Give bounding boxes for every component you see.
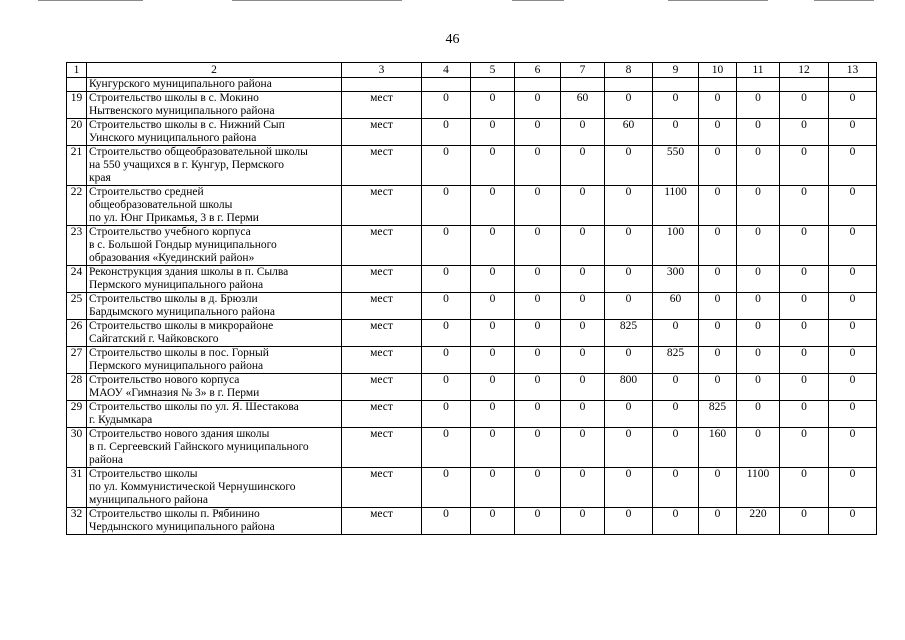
cell-value: 0 [422,186,471,226]
cell-value: 0 [561,374,605,401]
table-header-row [67,63,877,78]
cell-value: 0 [699,146,737,186]
cell-value: 0 [471,401,515,428]
cell-name-line: г. Кудымкара [89,414,153,426]
column-header-7: 7 [561,63,605,78]
cell-name [87,468,342,508]
table-body [67,63,877,535]
column-header-13: 13 [829,63,877,78]
table-row [67,374,877,401]
cell-value: 0 [780,92,829,119]
cell-value: 0 [561,119,605,146]
cell-value [561,78,605,92]
cell-name-line: Реконструкция здания школы в п. Сылва [89,266,289,278]
cell-value: 0 [422,508,471,535]
cell-unit: мест [342,468,422,508]
cell-value: 0 [561,293,605,320]
cell-name-line: по ул. Коммунистической Чернушинского [89,481,296,493]
column-header-1: 1 [67,63,87,78]
table-row [67,92,877,119]
cell-num: 21 [67,146,87,186]
cell-value [737,78,780,92]
column-header-8: 8 [605,63,653,78]
cell-num: 23 [67,226,87,266]
cell-name [87,401,342,428]
cell-value: 0 [471,347,515,374]
cell-value: 0 [605,293,653,320]
cell-name-line: Строительство школы в с. Мокино [89,92,259,104]
column-header-5: 5 [471,63,515,78]
cell-value: 0 [515,401,561,428]
column-header-10: 10 [699,63,737,78]
cell-value: 0 [737,266,780,293]
cell-value: 60 [605,119,653,146]
data-table [66,62,877,535]
cell-value: 0 [829,186,877,226]
cell-value: 1100 [737,468,780,508]
cell-name-line: Строительство учебного корпуса [89,226,251,238]
cell-value: 0 [780,428,829,468]
cell-value: 0 [515,186,561,226]
cell-value: 0 [829,226,877,266]
cell-value: 0 [605,428,653,468]
cell-name-line: МАОУ «Гимназия № 3» в г. Перми [89,387,260,399]
cell-name-line: Строительство школы в микрорайоне [89,320,274,332]
cell-value: 0 [471,508,515,535]
cell-value: 0 [471,293,515,320]
cell-value: 0 [561,468,605,508]
cell-unit [342,78,422,92]
cell-name-line: Строительство школы по ул. Я. Шестакова [89,401,299,413]
cell-value: 0 [471,468,515,508]
cell-value: 0 [780,293,829,320]
cell-value: 0 [471,320,515,347]
cell-value: 0 [422,119,471,146]
cell-value: 0 [829,92,877,119]
cell-value: 0 [561,186,605,226]
cell-value: 0 [605,146,653,186]
cell-value: 0 [471,266,515,293]
cell-name-line: Строительство школы в с. Нижний Сып [89,119,285,131]
cell-name-line: Чердынского муниципального района [89,521,275,533]
cell-value: 0 [515,347,561,374]
cell-name-line: Пермского муниципального района [89,279,264,291]
cell-value: 0 [561,347,605,374]
table-row [67,266,877,293]
cell-value: 0 [699,347,737,374]
cell-name [87,508,342,535]
cell-value [471,78,515,92]
cell-value: 0 [653,468,699,508]
cell-name [87,266,342,293]
cell-name: Кунгурского муниципального района [87,78,342,92]
cell-value: 0 [422,468,471,508]
cell-value: 0 [737,186,780,226]
page-top-edge [0,0,905,2]
cell-num: 32 [67,508,87,535]
cell-value: 0 [471,119,515,146]
cell-value: 0 [829,146,877,186]
cell-value: 0 [829,119,877,146]
cell-name [87,226,342,266]
cell-name-line: общеобразовательной школы [89,199,233,211]
cell-value: 825 [653,347,699,374]
cell-num: 29 [67,401,87,428]
cell-value: 0 [471,146,515,186]
cell-value: 0 [699,92,737,119]
cell-value: 0 [699,226,737,266]
cell-value: 0 [780,374,829,401]
cell-num: 22 [67,186,87,226]
cell-value: 0 [422,374,471,401]
cell-value: 0 [653,508,699,535]
cell-value: 160 [699,428,737,468]
cell-value: 60 [653,293,699,320]
cell-value: 0 [780,347,829,374]
cell-value: 0 [737,92,780,119]
cell-name-line: Строительство средней [89,186,204,198]
cell-value: 0 [471,428,515,468]
cell-name-line: муниципального района [89,494,208,506]
cell-value: 0 [699,186,737,226]
cell-value: 100 [653,226,699,266]
cell-value: 0 [605,266,653,293]
cell-name [87,92,342,119]
cell-name-line: Строительство нового здания школы [89,428,270,440]
cell-value: 0 [561,508,605,535]
cell-value: 0 [653,401,699,428]
cell-num: 30 [67,428,87,468]
cell-name [87,428,342,468]
page-number: 46 [445,32,460,47]
cell-name-line: района [89,454,124,466]
cell-value: 0 [471,374,515,401]
cell-value: 0 [653,92,699,119]
cell-value [605,78,653,92]
cell-value: 0 [515,320,561,347]
cell-name-line: в с. Большой Гондыр муниципального [89,239,277,251]
cell-value: 0 [780,186,829,226]
cell-value: 0 [561,428,605,468]
cell-num [67,78,87,92]
cell-value: 0 [422,266,471,293]
cell-unit: мест [342,92,422,119]
cell-unit: мест [342,226,422,266]
cell-num: 24 [67,266,87,293]
cell-value: 0 [780,468,829,508]
cell-value: 0 [737,119,780,146]
table-row-continued [67,78,877,92]
cell-value: 0 [561,266,605,293]
table-row [67,320,877,347]
cell-value: 0 [422,226,471,266]
cell-value: 0 [699,293,737,320]
table-row [67,347,877,374]
cell-value: 0 [471,226,515,266]
column-header-4: 4 [422,63,471,78]
cell-value: 0 [561,401,605,428]
cell-value: 0 [561,320,605,347]
cell-name [87,374,342,401]
cell-value [653,78,699,92]
table-row [67,293,877,320]
cell-value: 0 [422,320,471,347]
cell-value: 0 [780,266,829,293]
cell-value: 0 [515,266,561,293]
cell-name-line: Сайгатский г. Чайковского [89,333,219,345]
cell-value: 0 [422,293,471,320]
cell-unit: мест [342,266,422,293]
table-row [67,428,877,468]
cell-num: 20 [67,119,87,146]
cell-value: 0 [605,186,653,226]
cell-value: 825 [605,320,653,347]
cell-value: 0 [515,468,561,508]
cell-value: 0 [699,374,737,401]
cell-unit: мест [342,320,422,347]
cell-value: 0 [737,347,780,374]
cell-value: 0 [737,428,780,468]
cell-value: 1100 [653,186,699,226]
cell-value: 0 [653,374,699,401]
cell-name-line: Строительство нового корпуса [89,374,240,386]
cell-value: 0 [422,401,471,428]
cell-value: 0 [653,320,699,347]
cell-value: 0 [829,401,877,428]
column-header-12: 12 [780,63,829,78]
cell-value: 0 [699,320,737,347]
cell-value: 800 [605,374,653,401]
cell-value: 300 [653,266,699,293]
cell-unit: мест [342,428,422,468]
cell-value: 0 [515,119,561,146]
cell-unit: мест [342,508,422,535]
cell-value: 0 [471,186,515,226]
cell-value [422,78,471,92]
cell-value: 0 [780,401,829,428]
cell-value: 0 [780,320,829,347]
cell-value [699,78,737,92]
cell-value: 0 [829,320,877,347]
cell-value: 0 [780,119,829,146]
table-row [67,508,877,535]
cell-value: 0 [422,92,471,119]
cell-value: 0 [737,374,780,401]
cell-value: 0 [605,226,653,266]
cell-name-line: Бардымского муниципального района [89,306,276,318]
cell-value: 0 [515,293,561,320]
cell-num: 25 [67,293,87,320]
cell-num: 26 [67,320,87,347]
table-row [67,119,877,146]
cell-unit: мест [342,293,422,320]
cell-value: 0 [780,146,829,186]
column-header-2: 2 [87,63,342,78]
cell-name-line: Уинского муниципального района [89,132,257,144]
cell-name [87,119,342,146]
cell-value: 0 [471,92,515,119]
cell-value: 0 [699,266,737,293]
cell-value [829,78,877,92]
cell-value: 0 [829,468,877,508]
cell-value: 0 [561,146,605,186]
cell-value [515,78,561,92]
cell-name-line: Строительство школы п. Рябинино [89,508,260,520]
cell-value: 0 [515,428,561,468]
cell-value: 0 [829,374,877,401]
cell-value: 0 [829,428,877,468]
cell-value: 0 [780,508,829,535]
cell-value: 220 [737,508,780,535]
cell-value: 0 [780,226,829,266]
cell-num: 28 [67,374,87,401]
cell-value: 0 [605,468,653,508]
cell-name-line: Строительство школы в пос. Горный [89,347,269,359]
cell-unit: мест [342,146,422,186]
column-header-11: 11 [737,63,780,78]
cell-value: 0 [515,374,561,401]
column-header-6: 6 [515,63,561,78]
table-row [67,186,877,226]
cell-value: 0 [737,320,780,347]
cell-name [87,320,342,347]
cell-value: 0 [515,508,561,535]
cell-name [87,146,342,186]
cell-name-line: в п. Сергеевский Гайнского муниципального [89,441,309,453]
cell-unit: мест [342,186,422,226]
cell-unit: мест [342,347,422,374]
cell-value: 0 [699,508,737,535]
cell-unit: мест [342,374,422,401]
cell-value: 0 [515,92,561,119]
table-row [67,468,877,508]
cell-value: 0 [737,401,780,428]
cell-name-line: на 550 учащихся в г. Кунгур, Пермского [89,159,285,171]
cell-name [87,186,342,226]
cell-name-line: Строительство школы в д. Брюзли [89,293,258,305]
cell-name-line: по ул. Юнг Прикамья, 3 в г. Перми [89,212,259,224]
cell-value: 0 [829,266,877,293]
cell-value: 60 [561,92,605,119]
cell-value: 0 [699,468,737,508]
cell-value: 0 [737,226,780,266]
cell-name-line: края [89,172,111,184]
cell-unit: мест [342,401,422,428]
cell-value: 0 [605,92,653,119]
cell-value: 0 [699,119,737,146]
cell-value: 0 [829,293,877,320]
cell-value: 0 [653,119,699,146]
cell-value: 0 [422,428,471,468]
column-header-3: 3 [342,63,422,78]
cell-value: 825 [699,401,737,428]
cell-value: 0 [605,347,653,374]
cell-num: 27 [67,347,87,374]
cell-name-line: Строительство общеобразовательной школы [89,146,308,158]
cell-value: 0 [515,146,561,186]
cell-value: 0 [653,428,699,468]
cell-value: 0 [829,347,877,374]
cell-value: 0 [829,508,877,535]
cell-name-line: образования «Куединский район» [89,252,255,264]
cell-value: 550 [653,146,699,186]
cell-num: 19 [67,92,87,119]
cell-value: 0 [605,508,653,535]
cell-value: 0 [422,146,471,186]
cell-num: 31 [67,468,87,508]
cell-name-line: Пермского муниципального района [89,360,264,372]
cell-value: 0 [737,293,780,320]
cell-unit: мест [342,119,422,146]
column-header-9: 9 [653,63,699,78]
cell-value: 0 [422,347,471,374]
table-row [67,401,877,428]
cell-value: 0 [737,146,780,186]
cell-value: 0 [515,226,561,266]
cell-name-line: Строительство школы [89,468,198,480]
cell-value: 0 [561,226,605,266]
table-row [67,226,877,266]
cell-value [780,78,829,92]
cell-value: 0 [605,401,653,428]
table-row [67,146,877,186]
cell-name-line: Нытвенского муниципального района [89,105,275,117]
cell-name [87,347,342,374]
cell-name [87,293,342,320]
